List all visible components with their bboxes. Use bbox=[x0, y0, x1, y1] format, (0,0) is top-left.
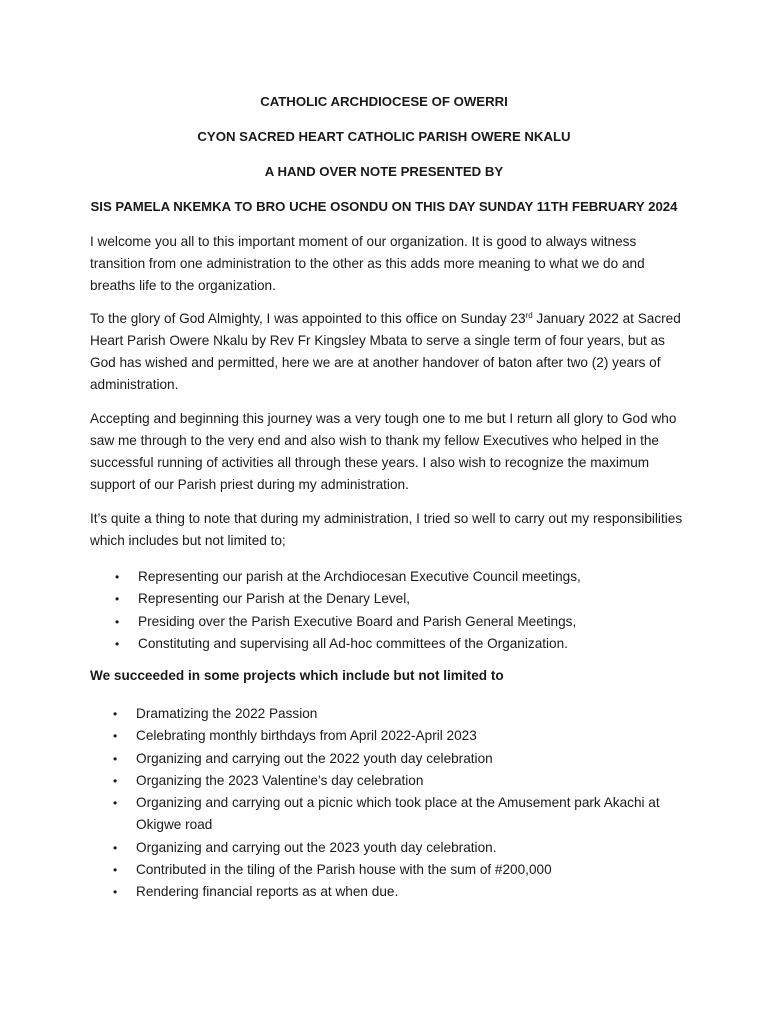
list-item-text: Contributed in the tiling of the Parish house with the sum of #200,000 bbox=[136, 862, 552, 878]
heading-parish: CYON SACRED HEART CATHOLIC PARISH OWERE NKALU bbox=[197, 129, 571, 144]
list-item bbox=[0, 566, 581, 588]
bullet-icon: • bbox=[113, 773, 118, 788]
paragraph-welcome: I welcome you all to this important moment of our organization. It is good to always witness transition from one administration to the other as this adds more meaning to what we do and breaths life to the organization. bbox=[90, 234, 645, 293]
list-item-text: Presiding over the Parish Executive Board and Parish General Meetings, bbox=[138, 613, 577, 629]
projects-heading: We succeeded in some projects which include but not limited to bbox=[90, 668, 504, 683]
bullet-icon: • bbox=[115, 570, 120, 584]
list-item-text: Organizing and carrying out the 2022 youth day celebration bbox=[136, 750, 493, 766]
list-item-text: Representing our Parish at the Denary Level, bbox=[138, 591, 411, 607]
responsibilities-list bbox=[0, 566, 581, 655]
heading-archdiocese: CATHOLIC ARCHDIOCESE OF OWERRI bbox=[260, 94, 508, 109]
list-item bbox=[0, 837, 676, 859]
bullet-icon: • bbox=[113, 840, 118, 855]
paragraph-journey: Accepting and beginning this journey was a very tough one to me but I return all glory to God who saw me through to the very end and also wish to thank my fellow Executives who helped in the successful running of activities all through these years. I also wish to recognize the maximum support of our Parish priest during my administration. bbox=[90, 411, 677, 492]
bullet-icon: • bbox=[115, 614, 120, 629]
list-item bbox=[0, 725, 676, 747]
list-item-text: Constituting and supervising all Ad-hoc committees of the Organization. bbox=[138, 635, 568, 651]
heading-handover-note: A HAND OVER NOTE PRESENTED BY bbox=[264, 164, 504, 179]
list-item-text: Organizing and carrying out a picnic which took place at the Amusement park Akachi at Okigwe road bbox=[136, 795, 660, 833]
bullet-icon: • bbox=[113, 796, 118, 811]
appointment-text-start: To the glory of God Almighty, I was appointed to this office on Sunday 23 bbox=[90, 311, 526, 326]
list-item-text: Representing our parish at the Archdiocesan Executive Council meetings, bbox=[138, 569, 581, 584]
bullet-icon: • bbox=[113, 751, 118, 766]
bullet-icon: • bbox=[115, 592, 120, 607]
projects-list bbox=[0, 703, 676, 904]
heading-presenters: SIS PAMELA NKEMKA TO BRO UCHE OSONDU ON THIS DAY SUNDAY 11TH FEBRUARY 2024 bbox=[90, 199, 678, 214]
bullet-icon: • bbox=[113, 729, 118, 744]
list-item-text: Organizing and carrying out the 2023 youth day celebration. bbox=[136, 839, 497, 855]
list-item bbox=[0, 881, 676, 903]
bullet-icon: • bbox=[113, 863, 118, 878]
bullet-icon: • bbox=[113, 707, 118, 721]
list-item bbox=[0, 792, 676, 837]
paragraph-appointment bbox=[90, 308, 690, 396]
list-item-text: Celebrating monthly birthdays from April 2022-April 2023 bbox=[136, 728, 477, 744]
list-item bbox=[0, 859, 676, 881]
list-item bbox=[0, 611, 581, 633]
appointment-text-end: January 2022 at Sacred Heart Parish Owere Nkalu by Rev Fr Kingsley Mbata to serve a single term of four years, but as God has wished and permitted, here we are at another handover of baton after two (2) years of administration. bbox=[90, 311, 681, 392]
list-item-text: Rendering financial reports as at when due. bbox=[136, 884, 399, 900]
list-item bbox=[0, 703, 676, 725]
bullet-icon: • bbox=[115, 636, 120, 651]
paragraph-responsibilities-intro: It’s quite a thing to note that during my administration, I tried so well to carry out my responsibilities which includes but not limited to; bbox=[90, 511, 683, 548]
list-item bbox=[0, 588, 581, 610]
list-item-text: Organizing the 2023 Valentine’s day celebration bbox=[136, 772, 424, 788]
list-item bbox=[0, 770, 676, 792]
bullet-icon: • bbox=[113, 885, 118, 900]
ordinal-suffix: rd bbox=[525, 311, 533, 320]
list-item-text: Dramatizing the 2022 Passion bbox=[136, 706, 318, 721]
list-item bbox=[0, 748, 676, 770]
list-item bbox=[0, 633, 581, 655]
